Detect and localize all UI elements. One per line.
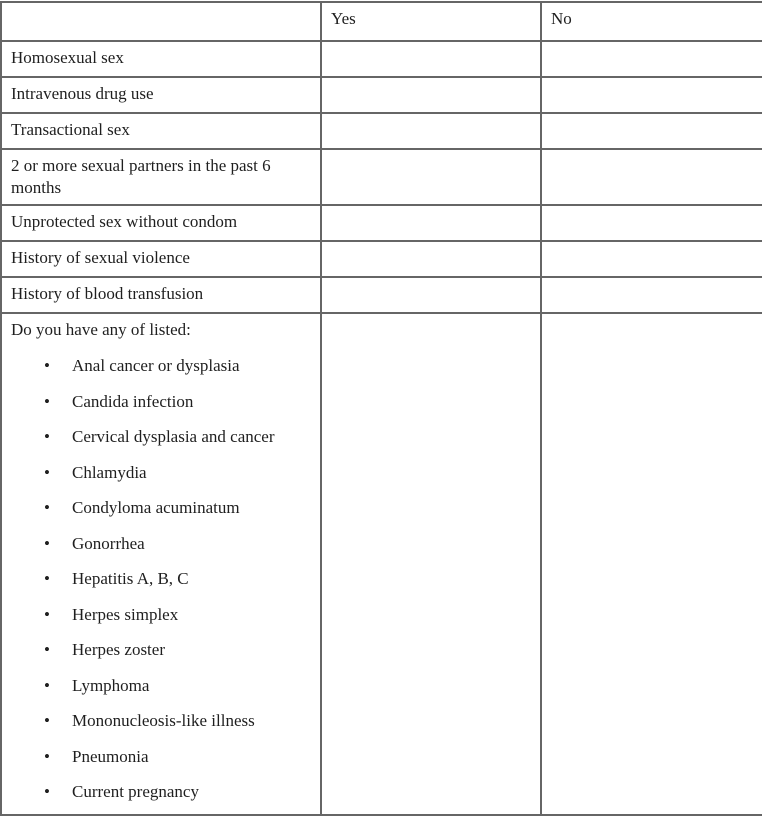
checklist-item <box>11 455 312 491</box>
checklist-item-label: Candida infection <box>72 391 194 411</box>
question-label: 2 or more sexual partners in the past 6 months <box>1 149 321 205</box>
question-label: Transactional sex <box>1 113 321 149</box>
bullet-icon: • <box>44 391 50 411</box>
checklist-item-label: Pneumonia <box>72 746 149 766</box>
checklist-row <box>1 313 762 815</box>
checklist-item-label: Cervical dysplasia and cancer <box>72 427 275 447</box>
yes-column-header: Yes <box>321 2 541 41</box>
checklist-item <box>11 597 312 633</box>
no-answer-cell[interactable] <box>541 277 762 313</box>
table-row <box>1 277 762 313</box>
checklist-item <box>11 526 312 562</box>
table-row <box>1 241 762 277</box>
no-answer-cell[interactable] <box>541 313 762 815</box>
checklist-item-label: Lymphoma <box>72 675 150 695</box>
checklist-item <box>11 348 312 384</box>
checklist-item-label: Mononucleosis-like illness <box>72 711 255 731</box>
checklist-item-label: Herpes simplex <box>72 604 179 624</box>
bullet-icon: • <box>44 746 50 766</box>
bullet-icon: • <box>44 533 50 553</box>
question-label: Intravenous drug use <box>1 77 321 113</box>
checklist-item <box>11 561 312 597</box>
bullet-icon: • <box>44 498 50 518</box>
table-row <box>1 205 762 241</box>
checklist-item <box>11 384 312 420</box>
checklist-item-label: Condyloma acuminatum <box>72 498 240 518</box>
checklist-item-label: Hepatitis A, B, C <box>72 569 189 589</box>
bullet-icon: • <box>44 782 50 802</box>
screening-form-table <box>0 1 762 816</box>
checklist-item <box>11 703 312 739</box>
question-label: Homosexual sex <box>1 41 321 77</box>
no-answer-cell[interactable] <box>541 149 762 205</box>
no-answer-cell[interactable] <box>541 241 762 277</box>
table-row <box>1 41 762 77</box>
checklist-cell <box>1 313 321 815</box>
table-row <box>1 113 762 149</box>
checklist-item <box>11 774 312 810</box>
no-answer-cell[interactable] <box>541 113 762 149</box>
checklist-item <box>11 419 312 455</box>
checklist-item <box>11 668 312 704</box>
checklist-label: Do you have any of listed: <box>11 320 191 339</box>
bullet-icon: • <box>44 711 50 731</box>
yes-answer-cell[interactable] <box>321 241 541 277</box>
yes-answer-cell[interactable] <box>321 149 541 205</box>
checklist-item <box>11 632 312 668</box>
yes-answer-cell[interactable] <box>321 113 541 149</box>
bullet-icon: • <box>44 640 50 660</box>
no-answer-cell[interactable] <box>541 205 762 241</box>
checklist-item <box>11 490 312 526</box>
no-column-header: No <box>541 2 762 41</box>
yes-answer-cell[interactable] <box>321 41 541 77</box>
yes-answer-cell[interactable] <box>321 205 541 241</box>
yes-answer-cell[interactable] <box>321 77 541 113</box>
checklist-item-label: Herpes zoster <box>72 640 165 660</box>
bullet-icon: • <box>44 462 50 482</box>
table-row <box>1 77 762 113</box>
empty-header-cell <box>1 2 321 41</box>
bullet-icon: • <box>44 356 50 376</box>
checklist-item-label: Current pregnancy <box>72 782 199 802</box>
bullet-icon: • <box>44 604 50 624</box>
no-answer-cell[interactable] <box>541 77 762 113</box>
checklist-item-label: Gonorrhea <box>72 533 145 553</box>
table-row <box>1 149 762 205</box>
bullet-icon: • <box>44 675 50 695</box>
yes-answer-cell[interactable] <box>321 313 541 815</box>
bullet-icon: • <box>44 427 50 447</box>
question-label: History of blood transfusion <box>1 277 321 313</box>
no-answer-cell[interactable] <box>541 41 762 77</box>
question-label: Unprotected sex without condom <box>1 205 321 241</box>
yes-answer-cell[interactable] <box>321 277 541 313</box>
question-label: History of sexual violence <box>1 241 321 277</box>
header-row <box>1 2 762 41</box>
checklist-item <box>11 739 312 775</box>
checklist <box>11 348 312 810</box>
checklist-item-label: Chlamydia <box>72 462 147 482</box>
bullet-icon: • <box>44 569 50 589</box>
checklist-item-label: Anal cancer or dysplasia <box>72 356 240 376</box>
